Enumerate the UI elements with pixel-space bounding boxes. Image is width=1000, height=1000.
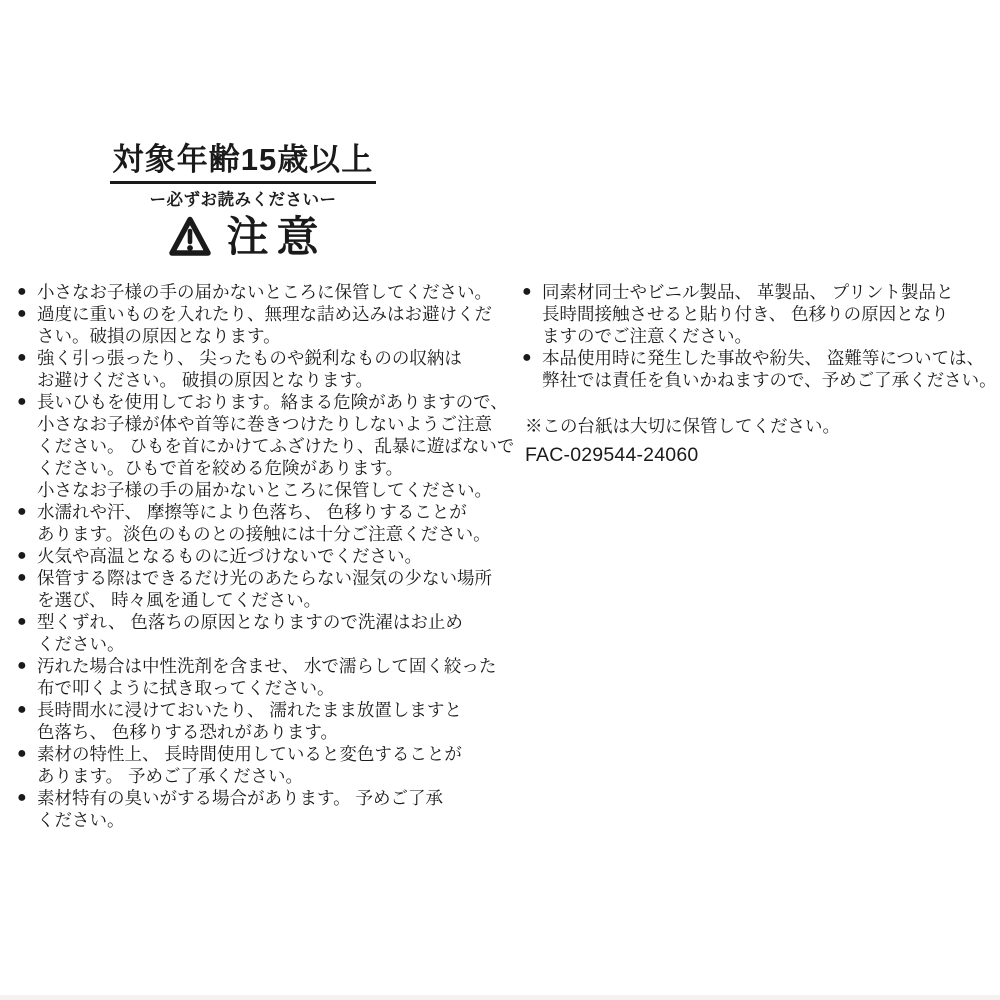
notice-line: ください。ひもで首を絞める危険があります。 — [37, 458, 404, 478]
bullet-icon: ● — [17, 305, 27, 322]
bullet-icon: ● — [17, 701, 27, 718]
notice-item — [17, 743, 489, 787]
notice-line: 長時間水に浸けておいたり、 濡れたまま放置しますと — [37, 700, 462, 720]
footer-notes — [522, 415, 992, 466]
left-notices-column — [17, 281, 515, 831]
bullet-icon: ● — [17, 789, 27, 806]
notice-line: ますのでご注意ください。 — [542, 326, 752, 346]
warning-triangle-icon — [167, 214, 213, 260]
bullet-icon: ● — [17, 503, 27, 520]
bullet-icon: ● — [17, 283, 27, 300]
notice-line: 強く引っ張ったり、 尖ったものや鋭利なものの収納は — [37, 348, 462, 368]
keep-card-note: ※この台紙は大切に保管してください。 — [525, 416, 840, 436]
notice-item — [17, 545, 489, 567]
header — [0, 142, 486, 260]
notice-line: ください。 — [37, 634, 125, 654]
caution-title: 注意 — [226, 212, 327, 260]
notice-line: 汚れた場合は中性洗剤を含ませ、 水で濡らして固く絞った — [37, 656, 497, 676]
notice-line: さい。破損の原因となります。 — [37, 326, 281, 346]
bullet-icon: ● — [522, 349, 532, 366]
notice-line: 水濡れや汗、 摩擦等により色落ち、 色移りすることが — [37, 502, 467, 522]
notice-line: 小さなお子様の手の届かないところに保管してください。 — [37, 480, 492, 500]
notice-line: 色落ち、 色移りする恐れがあります。 — [37, 722, 338, 742]
bullet-icon: ● — [17, 547, 27, 564]
notice-line: 弊社では責任を負いかねますので、予めご了承ください。 — [542, 370, 997, 390]
notice-item — [17, 501, 489, 545]
bullet-icon: ● — [17, 613, 27, 630]
caution-heading — [0, 214, 486, 260]
notice-line: 同素材同士やビニル製品、 革製品、 プリント製品と — [542, 282, 954, 302]
notice-line: 火気や高温となるものに近づけないでください。 — [37, 546, 422, 566]
bullet-icon: ● — [522, 283, 532, 300]
notice-line: ください。 ひもを首にかけてふざけたり、乱暴に遊ばないで — [37, 436, 515, 456]
notice-line: 本品使用時に発生した事故や紛失、 盗難等については、 — [542, 348, 985, 368]
notice-item — [522, 347, 997, 391]
notice-line: 小さなお子様の手の届かないところに保管してください。 — [37, 282, 492, 302]
age-restriction-title: 対象年齢15歳以上 — [110, 142, 376, 184]
notice-line: あります。 予めご了承ください。 — [37, 766, 303, 786]
right-notices-column — [522, 281, 997, 466]
notice-item — [522, 281, 992, 347]
bullet-icon: ● — [17, 569, 27, 586]
notice-line: 小さなお子様が体や首等に巻きつけたりしないようご注意 — [37, 414, 492, 434]
notice-item — [17, 347, 489, 391]
bullet-icon: ● — [17, 393, 27, 410]
notice-line: お避けください。 破損の原因となります。 — [37, 370, 373, 390]
notice-item — [17, 567, 492, 611]
bullet-icon: ● — [17, 349, 27, 366]
product-code: FAC-029544-24060 — [525, 444, 699, 466]
notice-item — [17, 391, 515, 501]
notice-line: 素材特有の臭いがする場合があります。 予めご了承 — [37, 788, 443, 808]
bullet-icon: ● — [17, 745, 27, 762]
notice-line: 長時間接触させると貼り付き、 色移りの原因となり — [542, 304, 949, 324]
notice-line: 長いひもを使用しております。絡まる危険がありますので、 — [37, 392, 508, 412]
notice-item — [17, 699, 489, 743]
notice-line: ください。 — [37, 810, 125, 830]
notice-line: 過度に重いものを入れたり、無理な詰め込みはお避けくだ — [37, 304, 492, 324]
notice-line: を選び、 時々風を通してください。 — [37, 590, 322, 610]
bullet-icon: ● — [17, 657, 27, 674]
must-read-note: ー必ずお読みくださいー — [149, 190, 337, 209]
notice-item — [17, 655, 497, 699]
notice-item — [17, 303, 492, 347]
notice-line: 布で叩くように拭き取ってください。 — [37, 678, 335, 698]
notice-line: 素材の特性上、 長時間使用していると変色することが — [37, 744, 462, 764]
notice-line: あります。淡色のものとの接触には十分ご注意ください。 — [37, 524, 491, 544]
notice-item — [17, 787, 489, 831]
notice-line: 型くずれ、 色落ちの原因となりますので洗濯はお止め — [37, 612, 463, 632]
scan-edge-artifact — [0, 995, 1000, 1000]
notice-item — [17, 611, 489, 655]
notice-line: 保管する際はできるだけ光のあたらない湿気の少ない場所 — [37, 568, 492, 588]
notice-item — [17, 281, 492, 303]
